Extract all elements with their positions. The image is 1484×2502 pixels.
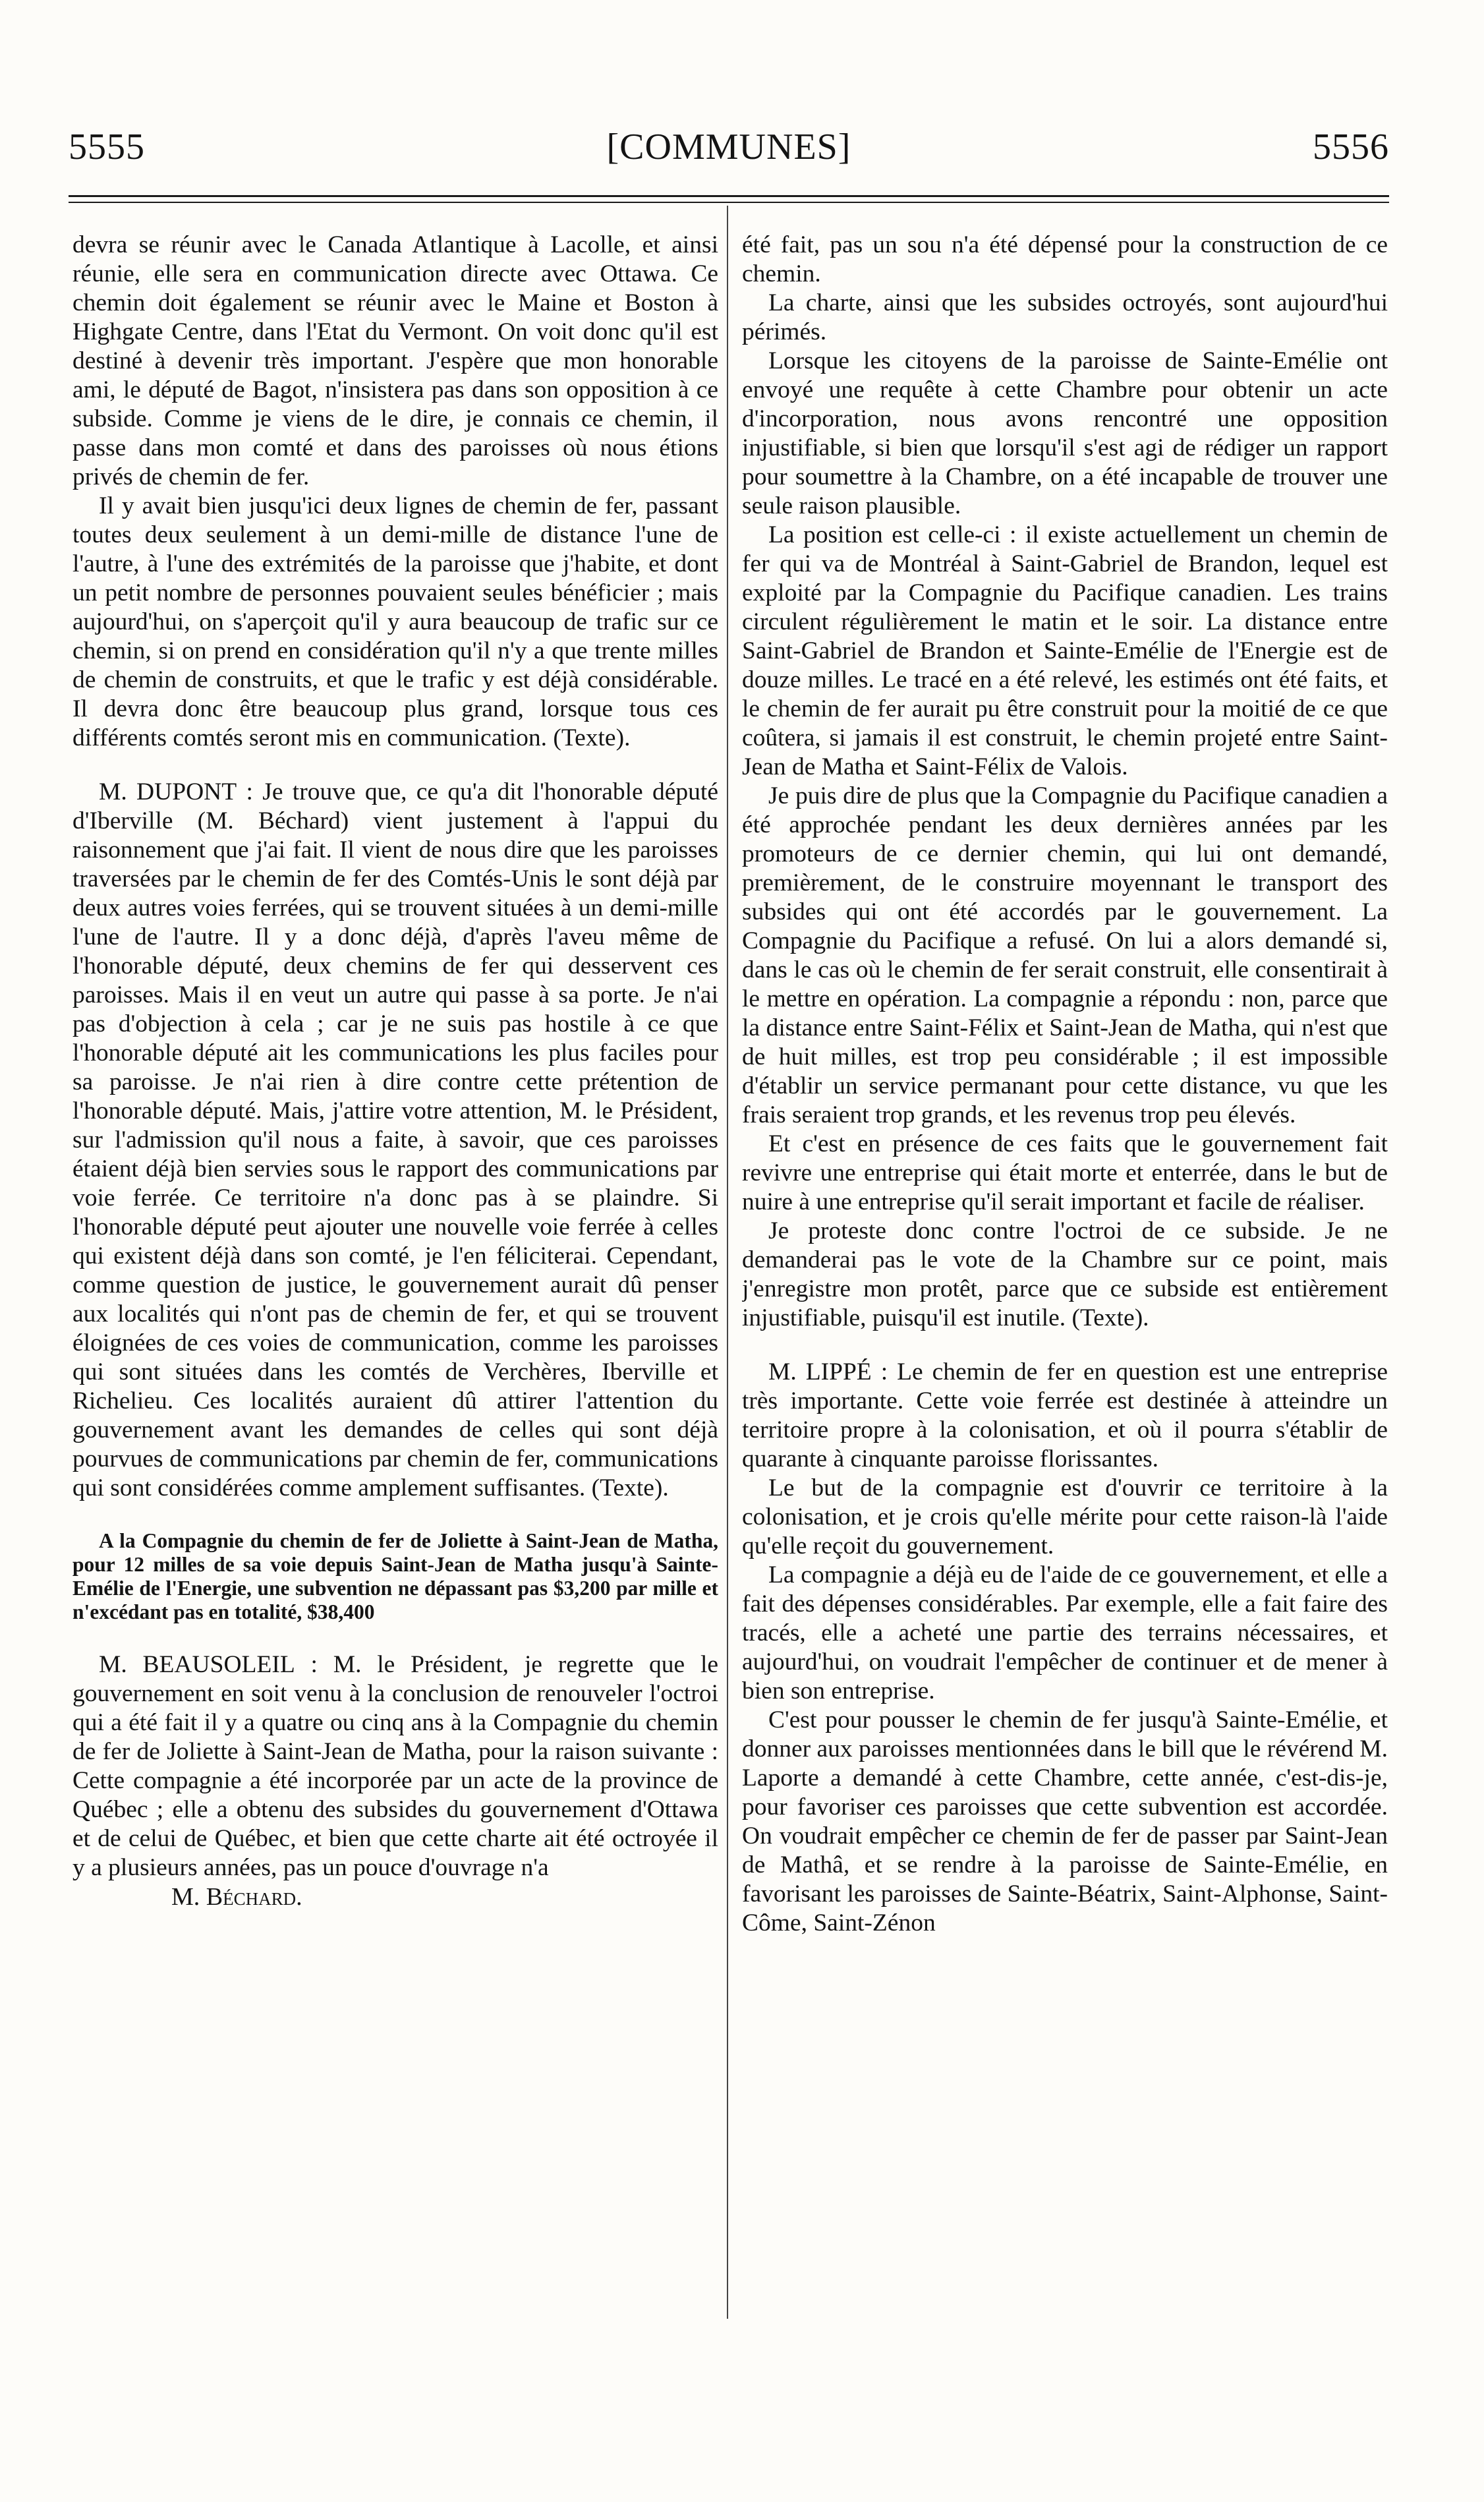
paragraph: Je puis dire de plus que la Compagnie du Pacifique canadien a été approchée pendant les deux dernières années par les promoteurs de ce dernier chemin, qui lui ont demandé, premièrement, de le construire moyennant le transport des subsides qui ont été accordés par le gouvernement. La Compagnie du Pacifique a refusé. On lui a alors demandé si, dans le cas où le chemin de fer serait construit, elle consentirait à le mettre en opération. La compagnie a répondu : non, parce que la distance entre Saint-Félix et Saint-Jean de Matha, qui n'est que de huit milles, est trop peu considérable ; il est impossible d'établir un service permanant pour cette distance, vu que les frais seraient trop grands, et les revenus trop peu élevés. xyxy=(742,782,1388,1128)
right-column xyxy=(742,231,1388,2386)
speech-text: : Le chemin de fer en question est une entreprise très importante. Cette voie ferrée est destinée à atteindre un territoire propre à la colonisation, et où il pourra s'établir de quarante à cinquante paroisse florissantes. xyxy=(742,1358,1388,1472)
speaker-name: M. BEAUSOLEIL xyxy=(99,1651,295,1678)
running-title: [COMMUNES] xyxy=(606,127,851,167)
catchword-signature: M. Béchard. xyxy=(171,1883,302,1911)
page-number-left: 5555 xyxy=(69,127,145,167)
paragraph: Lorsque les citoyens de la paroisse de Sainte-Emélie ont envoyé une requête à cette Chambre pour obtenir un acte d'incorporation, nous avons rencontré une opposition injustifiable, si bien que lorsqu'il s'est agi de rédiger un rapport pour soumettre à la Chambre, on a été incapable de trouver une seule raison plausible. xyxy=(742,347,1388,519)
paragraph: La compagnie a déjà eu de l'aide de ce gouvernement, et elle a fait des dépenses considérables. Par exemple, elle a fait faire des tracés, elle a acheté une partie des terrains nécessaires, et aujourd'hui, on voudrait l'empêcher de continuer et de mener à bien son entreprise. xyxy=(742,1561,1388,1704)
paragraph: Le but de la compagnie est d'ouvrir ce territoire à la colonisation, et je crois qu'elle mérite pour cette raison-là l'aide qu'elle reçoit du gouvernement. xyxy=(742,1474,1388,1559)
speech-dupont xyxy=(72,778,718,1503)
paragraph: C'est pour pousser le chemin de fer jusqu'à Sainte-Emélie, et donner aux paroisses mentionnées dans le bill que le révérend M. Laporte a demandé à cette Chambre, cette année, c'est-dis-je, pour favoriser ces paroisses que cette subvention est accordée. On voudrait empêcher ce chemin de fer de passer par Saint-Jean de Mathâ, et se rendre à la paroisse de Sainte-Emélie, en favorisant les paroisses de Sainte-Béatrix, Saint-Alphonse, Saint-Côme, Saint-Zénon xyxy=(742,1706,1388,1936)
paragraph: Et c'est en présence de ces faits que le gouvernement fait revivre une entreprise qui était morte et enterrée, dans le but de nuire à une entreprise qu'il serait important et facile de réaliser. xyxy=(742,1130,1388,1215)
paragraph: été fait, pas un sou n'a été dépensé pour la construction de ce chemin. xyxy=(742,231,1388,287)
paragraph: Je proteste donc contre l'octroi de ce subside. Je ne demanderai pas le vote de la Chambre sur ce point, mais j'enregistre mon protêt, parce que ce subside est entièrement injustifiable, puisqu'il est inutile. (Texte). xyxy=(742,1217,1388,1331)
header-rule-top xyxy=(69,195,1389,197)
speech-beausoleil xyxy=(72,1650,718,1882)
paragraph: devra se réunir avec le Canada Atlantique à Lacolle, et ainsi réunie, elle sera en communication directe avec Ottawa. Ce chemin doit également se réunir avec le Maine et Boston à Highgate Centre, dans l'Etat du Vermont. On voit donc qu'il est destiné à devenir très important. J'espère que mon honorable ami, le député de Bagot, n'insistera pas dans son opposition à ce subside. Comme je viens de le dire, je connais ce chemin, il passe dans mon comté et dans des paroisses où nous étions privés de chemin de fer. xyxy=(72,231,718,490)
header-rule-bottom xyxy=(69,202,1389,203)
resolution-text: A la Compagnie du chemin de fer de Joliette à Saint-Jean de Matha, pour 12 milles de sa voie depuis Saint-Jean de Matha jusqu'à Sainte-Emélie de l'Energie, une subvention ne dépassant pas $3,200 par mille et n'excédant pas en totalité, $38,400 xyxy=(72,1529,718,1623)
speech-text: : M. le Président, je regrette que le gouvernement en soit venu à la conclusion de renouveler l'octroi qui a été fait il y a quatre ou cinq ans à la Compagnie du chemin de fer de Joliette à Saint-Jean de Matha, pour la raison suivante : Cette compagnie a été incorporée par un acte de la province de Québec ; elle a obtenu des subsides du gouvernement d'Ottawa et de celui de Québec, et bien que cette charte ait été octroyée il y a plusieurs années, pas un pouce d'ouvrage n'a xyxy=(72,1651,718,1881)
speech-lippe xyxy=(742,1358,1388,1474)
left-column xyxy=(72,231,718,2386)
column-divider xyxy=(727,206,728,2319)
speech-text: : Je trouve que, ce qu'a dit l'honorable député d'Iberville (M. Béchard) vient justement à l'appui du raisonnement que j'ai fait. Il vient de nous dire que les paroisses traversées par le chemin de fer des Comtés-Unis le sont déjà par deux autres voies ferrées, qui se trouvent situées à un demi-mille l'une de l'autre. Il y a donc déjà, d'après l'aveu même de l'honorable député, deux chemins de fer qui desservent ces paroisses. Mais il en veut un autre qui passe à sa porte. Je n'ai pas d'objection à cela ; car je ne suis pas hostile à ce que l'honorable député ait les communications les plus faciles pour sa paroisse. Je n'ai rien à dire contre cette prétention de l'honorable député. Mais, j'attire votre attention, M. le Président, sur l'admission qu'il nous a faite, à savoir, que ces paroisses étaient déjà bien servies sous le rapport des communications par voie ferrée. Ce territoire n'a donc pas à se plaindre. Si l'honorable député peut ajouter une nouvelle voie ferrée à celles qui existent déjà dans son comté, je l'en féliciterai. Cependant, comme question de justice, le gouvernement aurait dû penser aux localités qui n'ont pas de chemin de fer, et qui se trouvent éloignées de ces voies de communication, comme les paroisses qui sont situées dans les comtés de Verchères, Iberville et Richelieu. Ces localités auraient dû attirer l'attention du gouvernement avant les demandes de celles qui sont déjà pourvues de communications par chemin de fer, communications qui sont considérées comme amplement suffisantes. (Texte). xyxy=(72,778,718,1501)
page-number-right: 5556 xyxy=(1313,127,1389,167)
speaker-name: M. LIPPÉ xyxy=(768,1358,872,1385)
paragraph: Il y avait bien jusqu'ici deux lignes de chemin de fer, passant toutes deux seulement à un demi-mille de distance l'une de l'autre, à l'une des extrémités de la paroisse que j'habite, et dont un petit nombre de personnes pouvaient seules bénéficier ; mais aujourd'hui, on s'aperçoit qu'il y aura beaucoup de trafic sur ce chemin, si on prend en considération qu'il n'y a que trente milles de chemin de construits, et que le trafic y est déjà considérable. Il devra donc être beaucoup plus grand, lorsque tous ces différents comtés seront mis en communication. (Texte). xyxy=(72,492,718,751)
paragraph: La charte, ainsi que les subsides octroyés, sont aujourd'hui périmés. xyxy=(742,289,1388,345)
paragraph: La position est celle-ci : il existe actuellement un chemin de fer qui va de Montréal à Saint-Gabriel de Brandon, lequel est exploité par la Compagnie du Pacifique canadien. Les trains circulent régulièrement le matin et le soir. La distance entre Saint-Gabriel de Brandon et Sainte-Emélie de l'Energie est de douze milles. Le tracé en a été relevé, les estimés ont été faits, et le chemin de fer aurait pu être construit pour la moitié de ce que coûtera, si jamais il est construit, le chemin projeté entre Saint-Jean de Matha et Saint-Félix de Valois. xyxy=(742,521,1388,780)
speaker-name: M. DUPONT xyxy=(99,778,237,805)
page-header xyxy=(69,124,1389,170)
